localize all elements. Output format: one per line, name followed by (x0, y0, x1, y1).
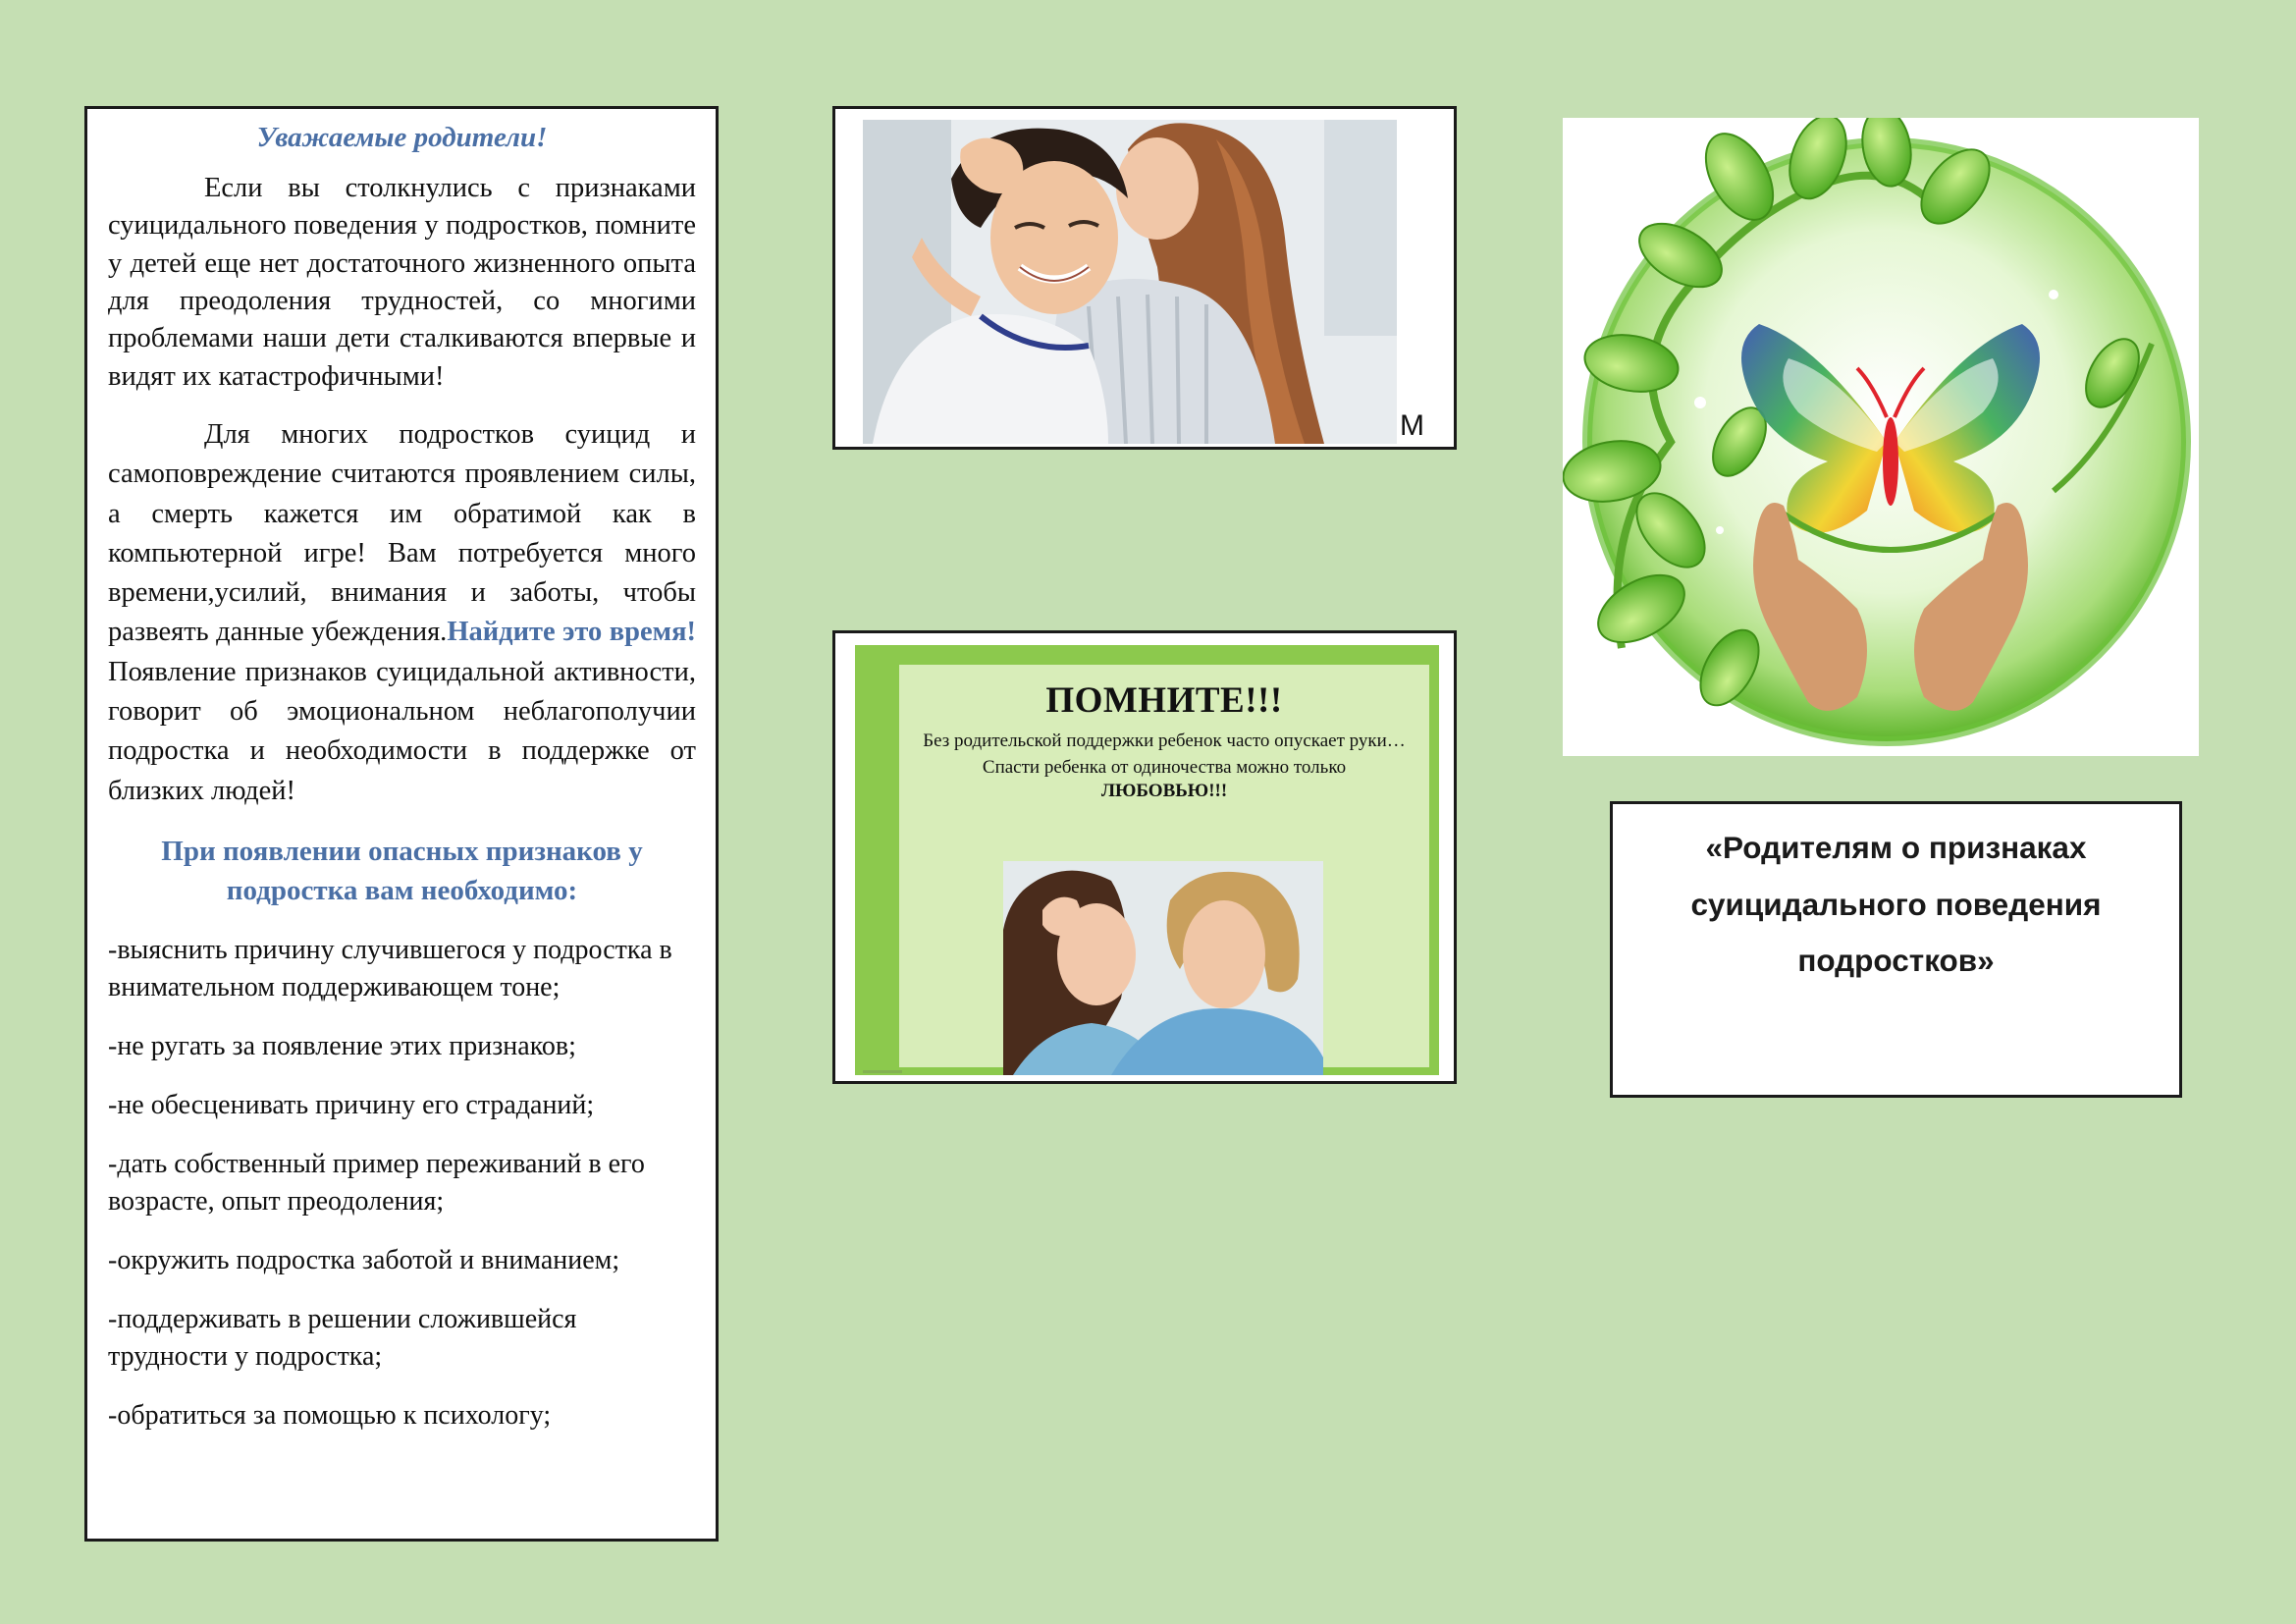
parent-teen-photo-frame (832, 106, 1457, 450)
find-time-highlight: Найдите это время! (447, 617, 697, 648)
list-item: -обратиться за помощью к психологу; (108, 1399, 552, 1431)
brochure-title: «Родителям о признаках суицидального поведения подростков» (1690, 830, 2102, 978)
poster-love-word: ЛЮБОВЬЮ!!! (1100, 781, 1228, 801)
remember-poster-frame (832, 630, 1457, 1084)
mother-daughter-illustration (1003, 861, 1323, 1075)
poster-line-2-text: Спасти ребенка от одиночества можно только (982, 757, 1347, 778)
mother-son-photo (863, 120, 1397, 444)
photo-marker: М (1400, 409, 1424, 442)
mother-daughter-photo (1003, 861, 1323, 1075)
poster-border (855, 645, 1439, 1075)
list-item: -окружить подростка заботой и вниманием; (108, 1244, 620, 1275)
actions-subheading: При появлении опасных признаков у подростка вам необходимо: (161, 835, 643, 906)
butterfly-logo-icon (1563, 118, 2199, 756)
beliefs-text: Для многих подростков суицид и самоповреждение считаются проявлением силы, а смерть кажется им обратимой как в компьютерной игре! Вам потребуется много времени,усилий, внимания и заботы, чтобы развеять данные убеждения. (108, 418, 696, 648)
poster-content (899, 665, 1429, 1067)
poster-title: ПОМНИТЕ!!! (1045, 680, 1283, 721)
greeting-heading: Уважаемые родители! (256, 122, 548, 153)
mother-son-illustration (863, 120, 1397, 444)
actions-list (108, 932, 696, 1435)
butterfly-hands-logo (1563, 118, 2199, 756)
intro-paragraph: Если вы столкнулись с признаками суицидального поведения у подростков, помните у детей еще нет достаточного жизненного опыта для преодоления трудностей, со многими проблемами наши дети сталкиваются впервые и видят их катастрофичными! (108, 173, 696, 392)
list-item: -выяснить причину случившегося у подростка в внимательном поддерживающем тоне; (108, 934, 672, 1002)
advice-text-panel (84, 106, 719, 1542)
list-item: -дать собственный пример переживаний в его возрасте, опыт преодоления; (108, 1148, 645, 1217)
brochure-title-box (1610, 801, 2182, 1098)
list-item: -не обесценивать причину его страданий; (108, 1089, 595, 1120)
poster-caption-strip (863, 1070, 902, 1073)
list-item: -не ругать за появление этих признаков; (108, 1030, 576, 1061)
poster-line-2 (899, 756, 1429, 803)
poster-line-1: Без родительской поддержки ребенок часто опускает руки… (923, 731, 1406, 751)
beliefs-paragraph (108, 415, 696, 811)
list-item: -поддерживать в решении сложившейся трудности у подростка; (108, 1303, 577, 1372)
beliefs-text-end: Появление признаков суицидальной активности, говорит об эмоциональном неблагополучии подростка и необходимости в поддержке от близких людей! (108, 656, 696, 806)
